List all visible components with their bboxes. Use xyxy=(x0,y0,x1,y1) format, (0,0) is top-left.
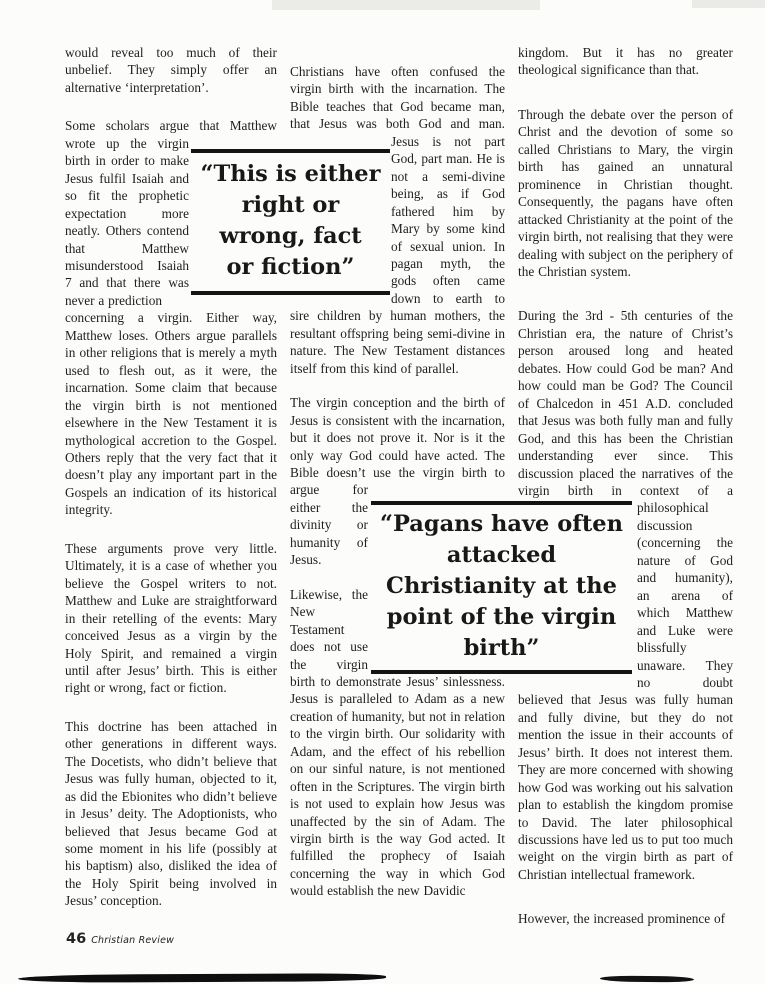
scan-artifact-top xyxy=(272,0,540,10)
paragraph: Through the debate over the person of Christ and the devotion of some so called Christians to Mary, the virgin birth has gained an unnatural prominence in Christian thought. Consequently, the pagans have often attacked Christianity at the point of the virgin birth, not realising that they were dealing with subject on the periphery of the Christian system. xyxy=(518,106,733,279)
pull-quote-line: birth” xyxy=(463,635,540,661)
pull-quote-1 xyxy=(191,149,390,295)
paragraph: However, the increased prominence of xyxy=(518,911,726,927)
pull-quote-line: or fiction” xyxy=(226,254,355,280)
paragraph: Some scholars argue that Matthew xyxy=(65,118,277,134)
paragraph: birth to demonstrate Jesus’ sinlessness. Jesus is paralleled to Adam as a new creation of humanity, but not in relation to the virgin birth. Our solidarity with Adam, and the effect of his rebellion on our sinful nature, is not mentioned often in the Scriptures. The virgin birth is not used to explain how Jesus was unaffected by the sin of Adam. The virgin birth is the way God acted. It fulfilled the prophecy of Isaiah concerning the way in which God would establish the new Davidic xyxy=(290,673,505,899)
publication-name: Christian Review xyxy=(91,935,175,946)
scan-edge-artifact xyxy=(18,973,386,983)
pull-quote-line: “Pagans have often xyxy=(380,511,623,537)
paragraph: This doctrine has been attached in other generations in different ways. The Docetists, who didn’t believe that Jesus was fully human, objected to it, as did the Ebionites who didn’t believe in Jesus’ deity. The Adoptionists, who believed that Jesus became God at some moment in his life (possibly at his baptism) also, disliked the idea of the Holy Spirit being involved in Jesus’ conception. xyxy=(65,718,277,909)
pull-quote-line: attacked xyxy=(446,542,557,568)
pull-quote-line: point of the virgin xyxy=(386,604,617,630)
pull-quote-line: right or xyxy=(241,192,340,218)
scan-edge-artifact xyxy=(600,976,694,983)
paragraph: sire children by human mothers, the resultant offspring being semi-divine in nature. The New Testament distances itself from this kind of parallel. xyxy=(290,308,505,376)
page-number: 46 xyxy=(66,931,87,947)
paragraph: These arguments prove very little. Ultimately, it is a case of whether you believe the Gospel writers to not. Matthew and Luke are straightforward in their retelling of the events: Mary conceived Jesus as a virgin by the Holy Spirit, and remained a virgin until after Jesus’ birth. This is either right or wrong, fact or fiction. xyxy=(65,540,277,696)
paragraph: kingdom. But it has no greater theological significance than that. xyxy=(518,45,733,78)
paragraph: Christians have often confused the virgin birth with the incarnation. The Bible teaches that God became man, that Jesus was both God and man. xyxy=(290,64,505,132)
paragraph-beside-quote: philosophical discussion (concerning the nature of God and humanity), an arena of which Matthew and Luke were blissfully unaware. They no doubt xyxy=(637,500,733,690)
scan-artifact-top xyxy=(692,0,765,8)
pull-quote-line: Christianity at the xyxy=(386,573,617,599)
paragraph: would reveal too much of their unbelief. They simply offer an alternative ‘interpretation’. xyxy=(65,45,277,95)
paragraph-beside-quote: argue for either the divinity or humanity of Jesus. xyxy=(290,482,368,568)
paragraph-beside-quote: Likewise, the New Testament does not use the virgin xyxy=(290,586,368,672)
column-3 xyxy=(518,44,733,955)
paragraph-beside-quote: Jesus is not part God, part man. He is not a semi-divine being, as if God fathered him by Mary by some kind of sexual union. In pagan myth, the gods often came down to earth to xyxy=(391,133,505,306)
paragraph: believed that Jesus was fully human and fully divine, but they do not mention the issue in their accounts of Jesus’ birth. It does not interest them. They are more concerned with showing how God was working out his salvation plan to establish the kingdom promise to David. The later philosophical discussions have led us to put too much weight on the virgin birth as part of Christian intellectual framework. xyxy=(518,692,733,882)
paragraph-beside-quote: wrote up the virgin birth in order to make Jesus fulfil Isaiah and so fit the prophetic expectation more neatly. Others contend that Matthew misunderstood Isaiah 7 and that there was never a prediction xyxy=(65,135,189,308)
pull-quote-line: wrong, fact xyxy=(219,223,362,249)
pull-quote-2 xyxy=(371,501,632,674)
paragraph: During the 3rd - 5th centuries of the Christian era, the nature of Christ’s person aroused long and heated debates. How could God be man? And how could man be God? The Council of Chalcedon in 451 A.D. concluded that Jesus was both fully man and fully God, and this has been the Christian understanding ever since. This discussion placed the narratives of the virgin birth in context of a xyxy=(518,308,733,498)
paragraph: The virgin conception and the birth of Jesus is consistent with the incarnation, but it does not prove it. Nor is it the only way God could have acted. The Bible doesn’t use the virgin birth to xyxy=(290,395,505,480)
pull-quote-line: “This is either xyxy=(200,161,381,187)
page-footer xyxy=(66,931,174,947)
paragraph: concerning a virgin. Either way, Matthew loses. Others argue parallels in other religions that is merely a myth used to flesh out, as it were, the incarnation. Some claim that because the virgin birth is not mentioned elsewhere in the New Testament it is mythological accretion to the Gospel. Others reply that the very fact that it doesn’t play any important part in the Gospels an indication of its historical integrity. xyxy=(65,310,277,518)
